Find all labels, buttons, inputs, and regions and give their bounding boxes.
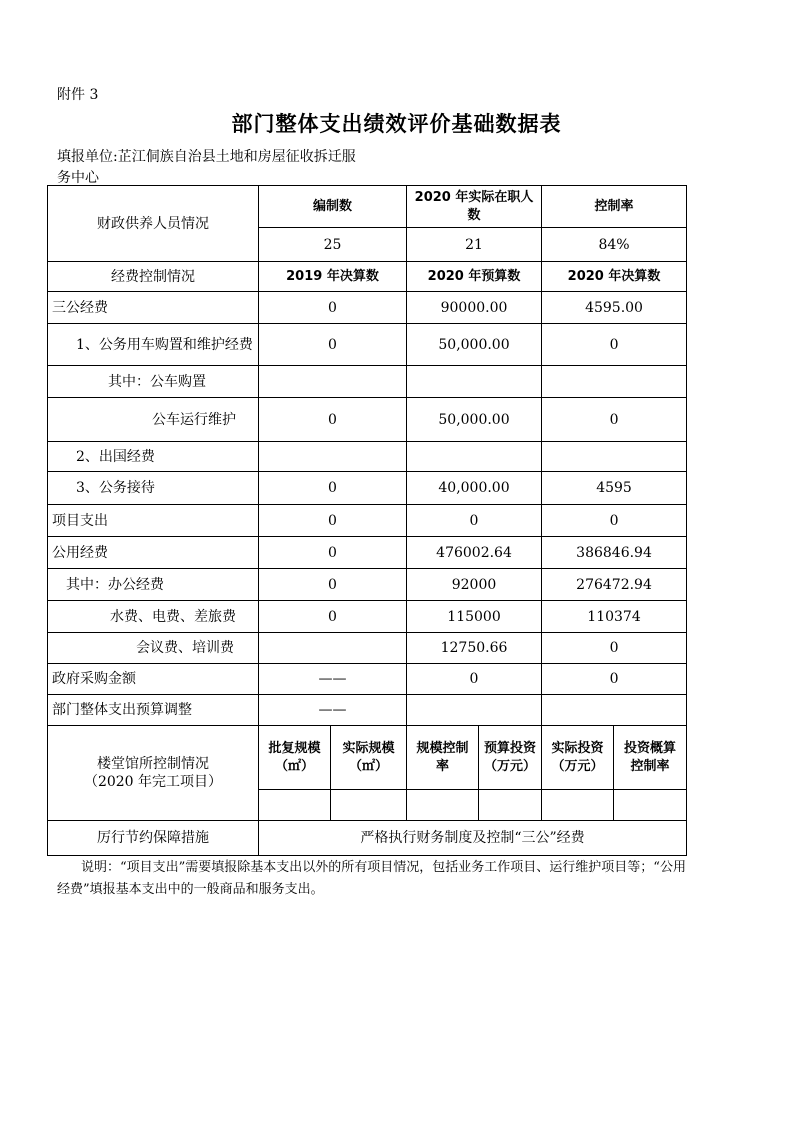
row-value-budget: 50,000.00 [407, 398, 542, 442]
row-label [48, 398, 259, 442]
row-value-final: 276472.94 [542, 569, 687, 601]
reporting-unit-line2: 务中心 [57, 170, 99, 186]
staff-header-actual: 2020 年实际在职人数 [407, 186, 542, 228]
table-row [48, 664, 687, 695]
building-cell-investment-rate [614, 790, 687, 821]
row-label: 3、公务接待 [48, 472, 259, 505]
table-row [48, 442, 687, 472]
row-label-text: 公车运行维护 [152, 411, 236, 428]
row-label: 其中：办公经费 [48, 569, 259, 601]
row-value-2019 [259, 633, 407, 664]
funds-header-2020-final: 2020 年决算数 [542, 262, 687, 292]
staff-header-quota: 编制数 [259, 186, 407, 228]
row-value-2019: 0 [259, 398, 407, 442]
building-header-budget-investment: 预算投资（万元） [479, 726, 542, 790]
table-row [48, 601, 687, 633]
row-value-budget [407, 695, 542, 726]
row-value-final [542, 442, 687, 472]
staff-value-rate: 84% [542, 228, 687, 262]
building-label-line1: 楼堂馆所控制情况 [97, 756, 209, 772]
table-row [48, 695, 687, 726]
row-label: 会议费、培训费 [48, 633, 259, 664]
building-cell-approved-scale [259, 790, 331, 821]
table-row [48, 569, 687, 601]
page-title: 部门整体支出绩效评价基础数据表 [231, 112, 562, 136]
staff-value-actual: 21 [407, 228, 542, 262]
funds-header-2019: 2019 年决算数 [259, 262, 407, 292]
measures-label: 厉行节约保障措施 [48, 821, 259, 856]
row-value-budget: 92000 [407, 569, 542, 601]
reporting-unit-line1: 填报单位:芷江侗族自治县土地和房屋征收拆迁服 [57, 149, 356, 165]
row-value-budget: 0 [407, 664, 542, 695]
row-value-final: 386846.94 [542, 537, 687, 569]
building-cell-budget-investment [479, 790, 542, 821]
building-header-actual-investment: 实际投资（万元） [542, 726, 614, 790]
table-row [48, 324, 687, 366]
data-table [47, 185, 687, 856]
row-value-final: 4595.00 [542, 292, 687, 324]
row-label: 三公经费 [48, 292, 259, 324]
row-label: 其中：公车购置 [48, 366, 259, 398]
table-row [48, 633, 687, 664]
building-label [48, 726, 259, 821]
building-header-scale-rate: 规模控制率 [407, 726, 479, 790]
measures-value: 严格执行财务制度及控制“三公”经费 [259, 821, 687, 856]
row-label: 2、出国经费 [48, 442, 259, 472]
row-value-budget: 40,000.00 [407, 472, 542, 505]
row-label: 项目支出 [48, 505, 259, 537]
row-label: 水费、电费、差旅费 [48, 601, 259, 633]
row-value-budget [407, 366, 542, 398]
table-row [48, 505, 687, 537]
row-value-final: 0 [542, 505, 687, 537]
reporting-unit [57, 147, 417, 189]
row-label: 政府采购金额 [48, 664, 259, 695]
row-value-budget: 115000 [407, 601, 542, 633]
row-value-final [542, 366, 687, 398]
table-row [48, 366, 687, 398]
row-label [48, 324, 259, 366]
row-value-final [542, 695, 687, 726]
row-label: 公用经费 [48, 537, 259, 569]
row-value-final: 0 [542, 398, 687, 442]
row-value-final: 0 [542, 664, 687, 695]
row-value-final: 0 [542, 633, 687, 664]
table-row [48, 472, 687, 505]
row-value-budget: 50,000.00 [407, 324, 542, 366]
building-cell-scale-rate [407, 790, 479, 821]
row-value-budget: 0 [407, 505, 542, 537]
row-value-2019: —— [259, 664, 407, 695]
staff-label: 财政供养人员情况 [48, 186, 259, 262]
row-value-2019: 0 [259, 537, 407, 569]
row-value-2019: 0 [259, 472, 407, 505]
row-value-final: 110374 [542, 601, 687, 633]
row-value-2019: —— [259, 695, 407, 726]
row-label-text: 1、公务用车购置和维护经费 [76, 336, 253, 353]
row-value-budget [407, 442, 542, 472]
footnote: 说明：“项目支出”需要填报除基本支出以外的所有项目情况，包括业务工作项目、运行维护项目等；“公用经费”填报基本支出中的一般商品和服务支出。 [57, 860, 686, 897]
table-row [48, 537, 687, 569]
row-value-2019 [259, 366, 407, 398]
row-value-budget: 90000.00 [407, 292, 542, 324]
funds-label: 经费控制情况 [48, 262, 259, 292]
building-label-line2: （2020 年完工项目） [83, 774, 223, 790]
attachment-label: 附件 3 [57, 87, 99, 103]
building-header-approved-scale: 批复规模（㎡） [259, 726, 331, 790]
staff-value-quota: 25 [259, 228, 407, 262]
row-value-budget: 476002.64 [407, 537, 542, 569]
row-value-2019: 0 [259, 292, 407, 324]
row-value-final: 0 [542, 324, 687, 366]
row-label: 部门整体支出预算调整 [48, 695, 259, 726]
table-row [48, 292, 687, 324]
table-row [48, 398, 687, 442]
row-value-2019 [259, 442, 407, 472]
building-cell-actual-investment [542, 790, 614, 821]
building-header-actual-scale: 实际规模（㎡） [331, 726, 407, 790]
row-value-2019: 0 [259, 324, 407, 366]
row-value-2019: 0 [259, 569, 407, 601]
building-header-investment-rate: 投资概算控制率 [614, 726, 687, 790]
building-cell-actual-scale [331, 790, 407, 821]
funds-header-2020-budget: 2020 年预算数 [407, 262, 542, 292]
staff-header-rate: 控制率 [542, 186, 687, 228]
row-value-budget: 12750.66 [407, 633, 542, 664]
row-value-final: 4595 [542, 472, 687, 505]
row-value-2019: 0 [259, 505, 407, 537]
row-value-2019: 0 [259, 601, 407, 633]
